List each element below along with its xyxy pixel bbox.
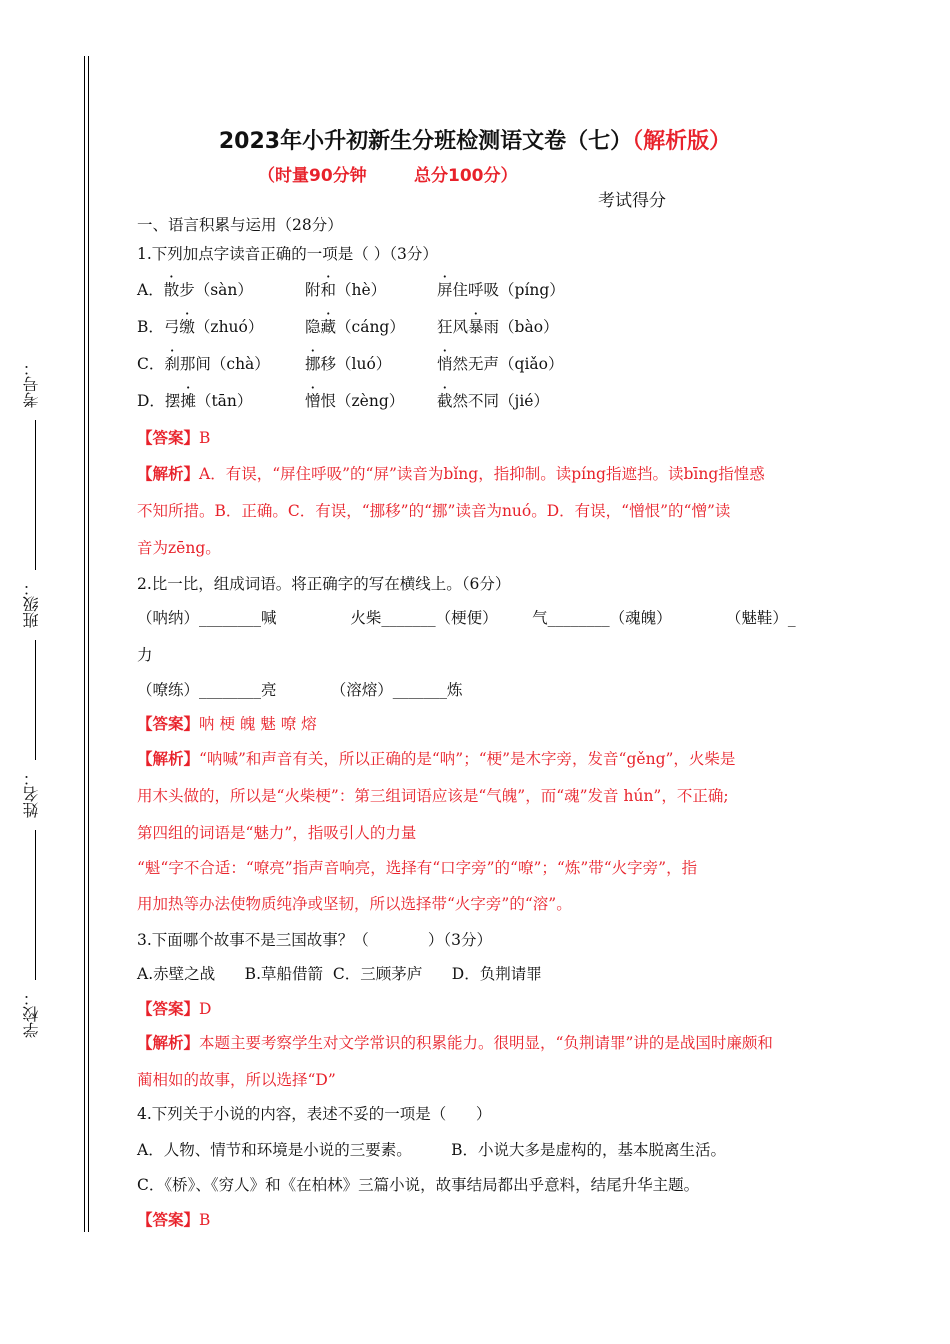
margin-line-2	[88, 56, 89, 1232]
q1-analysis-2: 不知所措。B．正确。C．有误，“挪移”的“挪”读音为nuó。D．有误，“憎恨”的“憎”读	[137, 502, 731, 520]
q1-option-d: D．摆摊（tān） 憎恨（zèng） 截然不同（jié）	[137, 392, 549, 410]
q3-options: A.赤壁之战 B.草船借箭 C．三顾茅庐 D．负荆请罪	[137, 965, 542, 983]
side-exam-no-line	[35, 420, 36, 570]
section-heading: 一、语言积累与运用（28分）	[137, 216, 343, 234]
q2-analysis-5: 用加热等办法使物质纯净或坚韧，所以选择带“火字旁”的“溶”。	[137, 895, 572, 913]
q3-answer: 【答案】D	[137, 999, 212, 1018]
side-school-label: 学校：	[22, 990, 41, 1038]
side-name-label: 姓名：	[22, 770, 41, 818]
title-main: 2023年小升初新生分班检测语文卷（七）	[218, 129, 633, 154]
side-class-line	[35, 640, 36, 760]
q1-stem: 1.下列加点字读音正确的一项是（ ）（3分）	[137, 245, 438, 263]
q2-analysis-3: 第四组的词语是“魅力”，指吸引人的力量	[137, 824, 417, 842]
side-name-line	[35, 830, 36, 980]
q1-option-c: C．刹那间（chà） 挪移（luó） 悄然无声（qiǎo）	[137, 355, 564, 373]
q2-answer: 【答案】呐 梗 魄 魅 嘹 熔	[137, 714, 317, 733]
side-class-label: 班级：	[22, 580, 41, 628]
q3-analysis-2: 蔺相如的故事，所以选择“D”	[137, 1071, 336, 1089]
q1-option-b: B．弓缴（zhuó） 隐藏（cáng） 狂风暴雨（bào）	[137, 318, 559, 336]
margin-line	[84, 56, 85, 1232]
title-suffix: （解析版）	[632, 129, 732, 154]
q4-stem: 4.下列关于小说的内容，表述不妥的一项是（ ）	[137, 1105, 492, 1123]
q2-analysis-1: 【解析】“呐喊”和声音有关，所以正确的是“呐”；“梗”是木字旁，发音“gěng”，火柴是	[137, 749, 736, 768]
q2-analysis-2: 用木头做的，所以是“火柴梗”：第三组词语应该是“气魄”，而“魂”发音 hún”，不正确;	[137, 787, 729, 805]
q2-row-1: （呐纳）________喊 火柴_______（梗便） 气________（魂魄） （魅鞋）_	[137, 609, 796, 627]
q2-analysis-4: “魁“字不合适：“嘹亮”指声音响亮，选择有“口字旁”的“嘹”；“炼”带“火字旁”，指	[137, 859, 698, 877]
q1-answer: 【答案】B	[137, 428, 211, 447]
q4-option-c: C．《桥》、《穷人》和《在柏林》三篇小说，故事结局都出乎意料，结尾升华主题。	[137, 1176, 700, 1194]
q3-stem: 3.下面哪个故事不是三国故事？（ ）（3分）	[137, 931, 493, 949]
q3-analysis-1: 【解析】本题主要考察学生对文学常识的积累能力。很明显，“负荆请罪”讲的是战国时廉颇和	[137, 1033, 773, 1052]
q2-stem: 2.比一比，组成词语。将正确字的写在横线上。（6分）	[137, 575, 511, 593]
page-subtitle: （时量90分钟 总分100分）	[258, 166, 518, 186]
q2-row-1b: 力	[137, 646, 153, 664]
q1-analysis-1: 【解析】A．有误，“屏住呼吸”的“屏”读音为bǐng，指抑制。读píng指遮挡。读bīng指惶惑	[137, 464, 765, 483]
q1-analysis-3: 音为zēng。	[137, 539, 221, 557]
side-exam-no-label: 考号：	[22, 360, 41, 408]
page-title	[0, 124, 950, 155]
q4-answer: 【答案】B	[137, 1210, 211, 1229]
q1-option-a: A．散步（sàn） 附和（hè） 屏住呼吸（píng）	[137, 281, 565, 299]
score-label: 考试得分	[598, 191, 666, 211]
q2-row-2: （嘹练）________亮 （溶熔）_______炼	[137, 681, 463, 699]
q4-options-ab: A．人物、情节和环境是小说的三要素。 B．小说大多是虚构的，基本脱离生活。	[137, 1141, 727, 1159]
